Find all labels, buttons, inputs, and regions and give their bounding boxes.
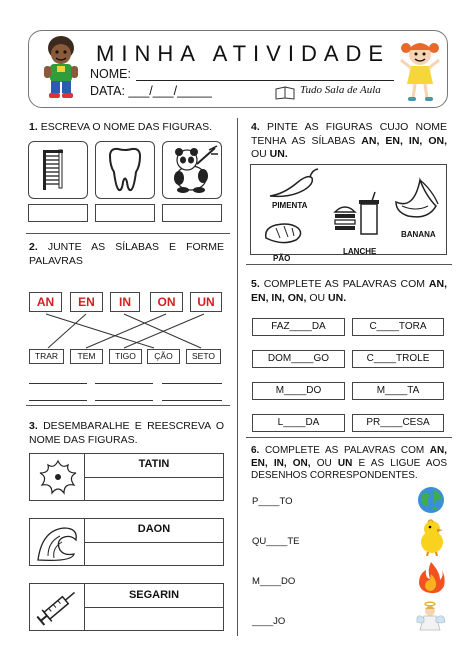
syllable-in: IN: [110, 292, 140, 312]
fill-word[interactable]: ____JO: [252, 616, 286, 627]
section-divider: [26, 405, 230, 406]
word-fill-box[interactable]: C____TORA: [352, 318, 444, 336]
word-fill-box[interactable]: M____TA: [352, 382, 444, 400]
word-fill-box[interactable]: FAZ____DA: [252, 318, 345, 336]
fill-word[interactable]: M____DO: [252, 576, 296, 587]
pepper-icon: [264, 166, 320, 202]
answer-field[interactable]: [85, 608, 223, 630]
boy-icon: [36, 32, 86, 104]
syllable-an: AN: [29, 292, 62, 312]
name-label: NOME:: [90, 67, 131, 81]
ending-box: TIGO: [109, 349, 142, 364]
answer-line[interactable]: [95, 400, 153, 401]
figure-box-panda: [162, 141, 222, 199]
globe-icon[interactable]: [416, 485, 446, 515]
ink-splash-icon: [34, 455, 82, 499]
section-divider: [246, 437, 452, 438]
girl-icon: [398, 36, 442, 104]
answer-box[interactable]: [162, 204, 222, 222]
ending-box: SETO: [186, 349, 221, 364]
label-lanche: LANCHE: [343, 247, 377, 256]
answer-line[interactable]: [162, 400, 222, 401]
syringe-icon: [34, 585, 82, 629]
date-label: DATA: ___/___/_____: [90, 84, 212, 98]
word-fill-box[interactable]: L____DA: [252, 414, 345, 432]
answer-box[interactable]: [95, 204, 155, 222]
q4-instruction: 4. PINTE AS FIGURAS CUJO NOME TENHA AS SÍLABAS AN, EN, IN, ON, OU UN.: [251, 121, 448, 160]
answer-field[interactable]: [85, 543, 223, 565]
section-divider: [246, 264, 452, 265]
q6-instruction: 6. COMPLETE AS PALAVRAS COM AN, EN, IN, ON, OU UN E AS LIGUE AOS DESENHOS CORRESPONDENTES.: [251, 445, 448, 481]
answer-line[interactable]: [29, 383, 87, 384]
brand-logo: Tudo Sala de Aula: [300, 84, 381, 96]
figure-box-comb: [28, 141, 88, 199]
book-icon: [274, 86, 298, 100]
q3-instruction: 3. DESEMBARALHE E REESCREVA O NOME DAS FIGURAS.: [29, 420, 224, 446]
column-divider: [237, 118, 238, 636]
answer-line[interactable]: [162, 383, 222, 384]
section-divider: [26, 233, 230, 234]
label-pao: PÃO: [273, 254, 291, 263]
fill-word[interactable]: QU____TE: [252, 536, 300, 547]
q5-instruction: 5. COMPLETE AS PALAVRAS COM AN, EN, IN, ON, OU UN.: [251, 278, 448, 304]
syllable-en: EN: [70, 292, 103, 312]
angel-icon[interactable]: [414, 600, 448, 634]
word-fill-box[interactable]: PR____CESA: [352, 414, 444, 432]
fill-word[interactable]: P____TO: [252, 496, 293, 507]
q2-instruction: 2. JUNTE AS SÍLABAS E FORME PALAVRAS: [29, 241, 224, 267]
connector-lines: [26, 312, 226, 350]
bread-icon: [262, 220, 304, 246]
panda-icon: [163, 142, 221, 198]
fire-icon[interactable]: [416, 560, 446, 594]
chick-icon[interactable]: [418, 518, 446, 556]
ending-box: TRAR: [29, 349, 64, 364]
snack-icon: [333, 190, 383, 240]
wave-icon: [34, 520, 82, 564]
scrambled-word: DAON: [137, 523, 171, 535]
answer-field[interactable]: [85, 478, 223, 500]
word-fill-box[interactable]: M____DO: [252, 382, 345, 400]
banana-icon: [392, 176, 442, 224]
label-pimenta: PIMENTA: [272, 201, 308, 210]
syllable-on: ON: [150, 292, 183, 312]
scrambled-word: TATIN: [138, 458, 170, 470]
q1-instruction: 1. ESCREVA O NOME DAS FIGURAS.: [29, 121, 213, 133]
word-fill-box[interactable]: DOM____GO: [252, 350, 345, 368]
ending-box: ÇÃO: [147, 349, 180, 364]
name-line[interactable]: [136, 80, 394, 81]
syllable-un: UN: [190, 292, 222, 312]
comb-icon: [29, 142, 87, 198]
answer-line[interactable]: [29, 400, 87, 401]
answer-line[interactable]: [95, 383, 153, 384]
page-title: MINHA ATIVIDADE: [96, 41, 391, 66]
word-fill-box[interactable]: C____TROLE: [352, 350, 444, 368]
figure-box-tooth: [95, 141, 155, 199]
scrambled-word: SEGARIN: [128, 589, 180, 601]
ending-box: TEM: [70, 349, 103, 364]
tooth-icon: [96, 142, 154, 198]
answer-box[interactable]: [28, 204, 88, 222]
label-banana: BANANA: [401, 230, 436, 239]
